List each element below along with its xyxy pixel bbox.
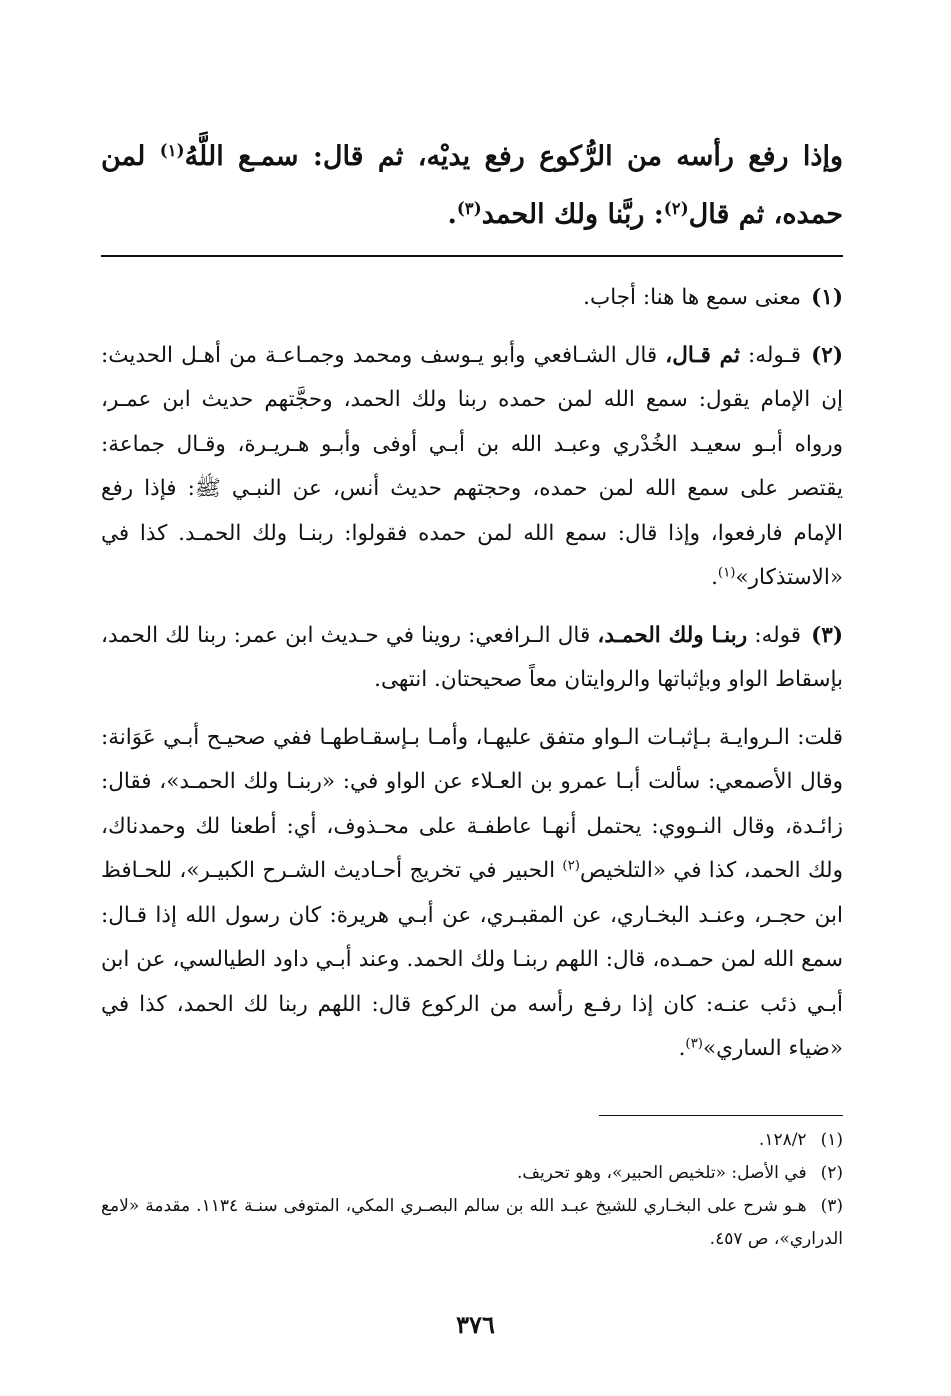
footnote-text: ١٢٨/٢. (758, 1130, 807, 1150)
footnote-1 (101, 1124, 843, 1157)
footnote-number: (٣) (820, 1196, 844, 1216)
note-text: قلت: الـروايـة بـإثبـات الـواو متفق عليهـا، وأمـا بـإسقـاطهـا ففي صحيـح أبـي عَوَانة: وقال الأصمعي: سألت أبـا عمرو بن العـلاء عن الواو في: «ربنـا ولك الحمـد»، فقال: زائـدة، وقال النـووي: يحتمل أنهـا عاطفـة على محـذوف، أي: أطعنا لك وحمدناك، ولك الحمد، كذا في «التلخيص (101, 724, 843, 883)
footnote-ref: (١) (717, 565, 736, 581)
page-number: ٣٧٦ (456, 1310, 495, 1339)
note-3 (101, 614, 843, 703)
separator-line (101, 255, 843, 257)
main-text-part: : ربَّنا ولك الحمد (481, 199, 664, 230)
note-text: . (678, 1036, 686, 1061)
footnote-ref: (٣) (685, 1036, 703, 1052)
qult-paragraph (101, 716, 843, 1072)
main-text-part: لمن حمده، (101, 141, 843, 230)
footnote-text: في الأصل: «تلخيص الحبير»، وهو تحريف. (516, 1163, 807, 1183)
footnote-ref: (٣) (456, 197, 482, 218)
footnote-ref: (١) (159, 139, 185, 160)
note-2 (101, 334, 843, 601)
note-text: الحبير في تخريج أحـاديث الشـرح الكبيـر»، للحـافظ ابن حجـر، وعنـد البخـاري، عن المقبـري، عن أبـي هريرة: كان رسول الله إذا قـال: سمع الله لمن حمـده، قال: اللهم ربنـا ولك الحمد. وعند أبـي داود الطيالسي، عن ابن أبـي ذئب عنـه: كان إذا رفـع رأسه من الركوع قال: اللهم ربنا لك الحمد، كذا في «ضياء الساري» (101, 858, 843, 1061)
footnote-ref: (٢) (562, 858, 580, 874)
note-text: . (711, 565, 718, 590)
note-text: معنى سمع ها هنا: أجاب. (583, 285, 802, 310)
note-number: (٢) (811, 342, 844, 368)
footnote-number: (١) (820, 1130, 843, 1150)
main-text-part: . (447, 199, 457, 230)
footnote-text: هـو شرح على البخـاري للشيخ عبـد الله بن سالم البصـري المكي، المتوفى سنـة ١١٣٤. مقدمة «لامع الدراري»، ص ٤٥٧. (101, 1196, 843, 1249)
note-1 (101, 276, 843, 321)
footnote-separator (599, 1115, 843, 1116)
note-heading: ربنـا ولك الحمـد، (597, 622, 748, 648)
commentary (101, 276, 843, 1072)
footnote-3 (101, 1190, 843, 1256)
note-heading: ثم قـال، (665, 342, 740, 368)
note-text: قال الشـافعي وأبو يـوسف ومحمد وجمـاعـة من أهـل الحديث: إن الإمام يقول: سمع الله لمن حمده ربنا ولك الحمد، وحجَّتهم حديث ابن عمـر، ورواه أبـو سعيـد الخُدْري وعبـد الله بن أبـي أوفى وأبـو هـريـرة، وقـال جماعة: يقتصر على سمع الله لمن حمده، وحجتهم حديث أنس، عن النبـي ﷺ: فإذا رفع الإمام فارفعوا، وإذا قال: سمع الله لمن حمده فقولوا: ربنـا ولك الحمـد. كذا في «الاستذكار» (101, 342, 843, 590)
footnote-number: (٢) (820, 1163, 843, 1183)
footnotes (101, 1124, 843, 1256)
note-number: (١) (811, 285, 843, 310)
main-text-part: وإذا رفع رأسه من الرُّكوع رفع يديْه، ثم قال: سمـع اللَّهُ (184, 141, 843, 172)
footnote-2 (101, 1157, 843, 1190)
note-lead: قوله: (747, 622, 802, 648)
note-text: قال الـرافعي: روينا في حـديث ابن عمر: ربنا لك الحمد، بإسقاط الواو وبإثباتها والروايتان معاً صحيحتان. انتهى. (101, 622, 843, 692)
note-number: (٣) (811, 622, 843, 648)
main-text-part: ثم قال (688, 199, 765, 230)
main-text (101, 128, 843, 244)
note-lead: قـوله: (739, 342, 802, 368)
main-paragraph (101, 128, 843, 244)
footnote-ref: (٢) (663, 197, 689, 218)
